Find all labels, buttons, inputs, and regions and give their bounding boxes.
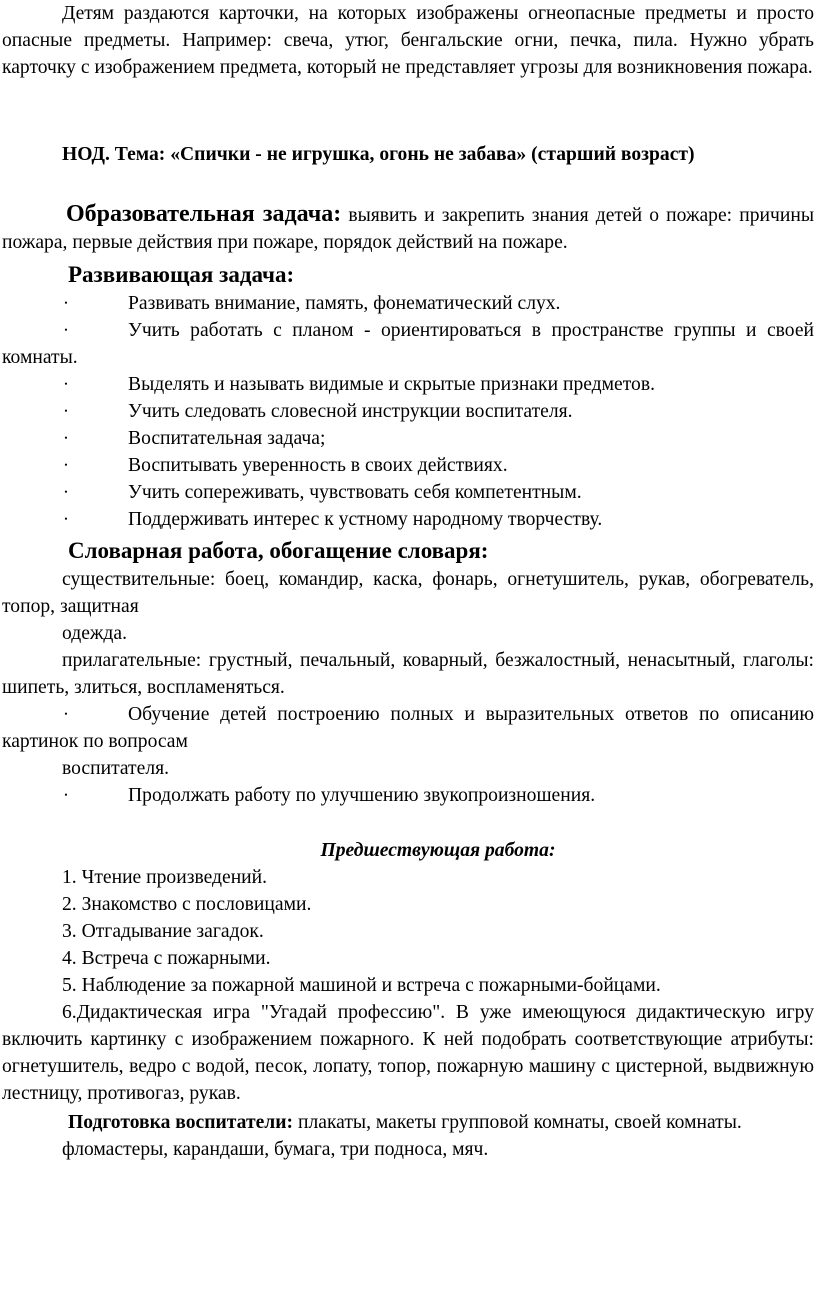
list-item: • Выделять и называть видимые и скрытые признаки предметов. (2, 371, 814, 398)
prep-label: Подготовка воспитатели: (68, 1112, 294, 1133)
list-item: • Учить следовать словесной инструкции воспитателя. (2, 398, 814, 425)
list-item: • Обучение детей построению полных и выразительных ответов по описанию картинок по вопросам (2, 701, 814, 755)
bullet-icon: • (64, 487, 68, 497)
list-item: • Воспитывать уверенность в своих действиях. (2, 452, 814, 479)
list-item: 4. Встреча с пожарными. (62, 948, 271, 969)
prep-line2: фломастеры, карандаши, бумага, три подноса, мяч. (62, 1139, 489, 1160)
vocab-adjectives: прилагательные: грустный, печальный, коварный, безжалостный, ненасытный, глаголы: шипеть, злиться, воспламеняться. (2, 650, 814, 698)
bullet-icon: • (64, 514, 68, 524)
list-item: 3. Отгадывание загадок. (62, 921, 264, 942)
spacer (2, 81, 814, 139)
edu-task-paragraph (2, 201, 814, 256)
prior-work-list (2, 864, 814, 1107)
list-item: • Учить работать с планом - ориентироваться в пространстве группы и своей комнаты. (2, 317, 814, 371)
vocab-label: Словарная работа, обогащение словаря: (68, 538, 489, 563)
spacer (2, 809, 814, 837)
list-item: 2. Знакомство с пословицами. (62, 894, 312, 915)
nod-title: НОД. Тема: «Спички - не игрушка, огонь не забава» (старший возраст) (62, 144, 695, 165)
dev-task-list (2, 290, 814, 533)
prep-paragraph (2, 1109, 814, 1136)
spacer (2, 168, 814, 201)
bullet-icon: • (64, 406, 68, 416)
list-item: • Учить сопереживать, чувствовать себя компетентным. (2, 479, 814, 506)
intro-paragraph: Детям раздаются карточки, на которых изображены огнеопасные предметы и просто опасные предметы. Например: свеча, утюг, бенгальские огни, печка, пила. Нужно убрать карточку с изображением предмета, который не представляет угрозы для возникновения пожара. (2, 3, 814, 78)
list-item: • Продолжать работу по улучшению звукопроизношения. (2, 782, 814, 809)
list-item: • Воспитательная задача; (2, 425, 814, 452)
list-item: 5. Наблюдение за пожарной машиной и встреча с пожарными-бойцами. (62, 975, 661, 996)
bullet-icon: • (64, 433, 68, 443)
list-item: 6.Дидактическая игра "Угадай профессию". В уже имеющуюся дидактическую игру включить картинку с изображением пожарного. К ней подобрать соответствующие атрибуты: огнетушитель, ведро с водой, песок, лопату, топор, пожарную машину с цистерной, выдвижную лестницу, противогаз, рукав. (2, 1002, 814, 1104)
vocab-item-cont: воспитателя. (62, 758, 170, 779)
bullet-icon: • (64, 298, 68, 308)
list-item: • Развивать внимание, память, фонематический слух. (2, 290, 814, 317)
vocab-nouns-cont: одежда. (62, 623, 127, 644)
prep-text: плакаты, макеты групповой комнаты, своей комнаты. (293, 1112, 742, 1133)
bullet-icon: • (64, 325, 68, 335)
bullet-icon: • (64, 460, 68, 470)
edu-task-text: выявить и закрепить знания детей о пожаре: причины пожара, первые действия при пожаре, порядок действий на пожаре. (2, 205, 814, 253)
list-item: • Поддерживать интерес к устному народному творчеству. (2, 506, 814, 533)
bullet-icon: • (64, 709, 68, 719)
list-item: 1. Чтение произведений. (62, 867, 268, 888)
bullet-icon: • (64, 790, 68, 800)
dev-task-label: Развивающая задача: (68, 262, 295, 287)
bullet-icon: • (64, 379, 68, 389)
edu-task-label: Образовательная задача: (66, 201, 342, 227)
vocab-nouns: существительные: боец, командир, каска, фонарь, огнетушитель, рукав, обогреватель, топор, защитная (2, 569, 814, 617)
prior-work-title: Предшествующая работа: (320, 840, 556, 861)
